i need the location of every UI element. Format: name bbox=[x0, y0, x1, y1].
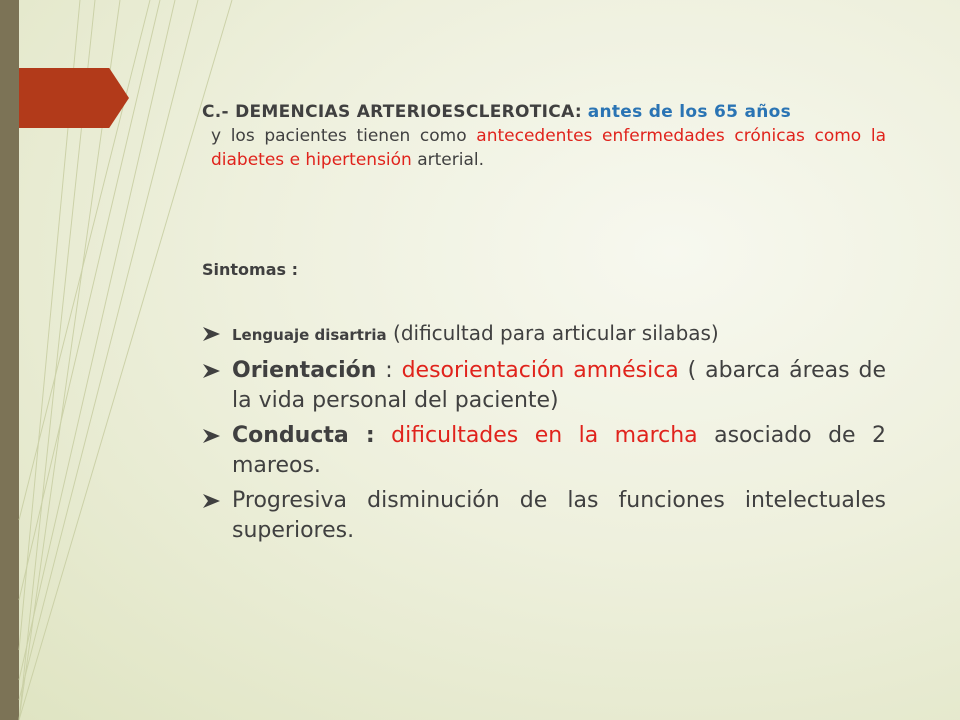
bullet-text: asociado de 2 mareos. bbox=[232, 423, 887, 478]
bullet-separator: : bbox=[376, 358, 402, 383]
bullet-item-lenguaje bbox=[202, 320, 886, 348]
heading-paragraph bbox=[202, 124, 886, 172]
bullet-label: Lenguaje disartria bbox=[232, 326, 387, 344]
bullet-item-conducta bbox=[202, 421, 886, 481]
arrow-bullet-icon bbox=[202, 492, 221, 510]
bullet-separator bbox=[375, 423, 391, 448]
heading-line bbox=[202, 100, 886, 124]
bullet-item-orientacion bbox=[202, 356, 886, 416]
red-arrow-ribbon bbox=[19, 68, 129, 128]
heading-highlight: antes de los 65 años bbox=[587, 102, 792, 122]
arrow-bullet-icon bbox=[202, 427, 221, 445]
sintomas-title: Sintomas : bbox=[202, 260, 298, 279]
bullet-red-text: desorientación amnésica bbox=[401, 358, 679, 383]
bullet-red-text: dificultades en la marcha bbox=[391, 423, 698, 448]
bullet-list bbox=[202, 320, 886, 551]
arrow-bullet-icon bbox=[202, 362, 221, 380]
heading-label: C.- DEMENCIAS ARTERIOESCLEROTICA: bbox=[202, 102, 582, 122]
bullet-text: Progresiva disminución de las funciones intelectuales superiores. bbox=[232, 488, 886, 543]
bullet-item-progresiva bbox=[202, 486, 886, 546]
heading-block bbox=[202, 100, 886, 172]
heading-red-text: antecedentes enfermedades crónicas como la diabetes e hipertensión bbox=[211, 126, 886, 170]
bullet-text: (dificultad para articular silabas) bbox=[386, 321, 719, 345]
arrow-bullet-icon bbox=[202, 325, 221, 343]
heading-text-2: arterial. bbox=[411, 150, 485, 170]
bullet-text: ( abarca áreas de la vida personal del paciente) bbox=[232, 358, 886, 413]
bullet-label: Orientación bbox=[232, 358, 377, 383]
heading-text-1: y los pacientes tienen como bbox=[211, 126, 477, 146]
bullet-label: Conducta : bbox=[232, 423, 375, 448]
